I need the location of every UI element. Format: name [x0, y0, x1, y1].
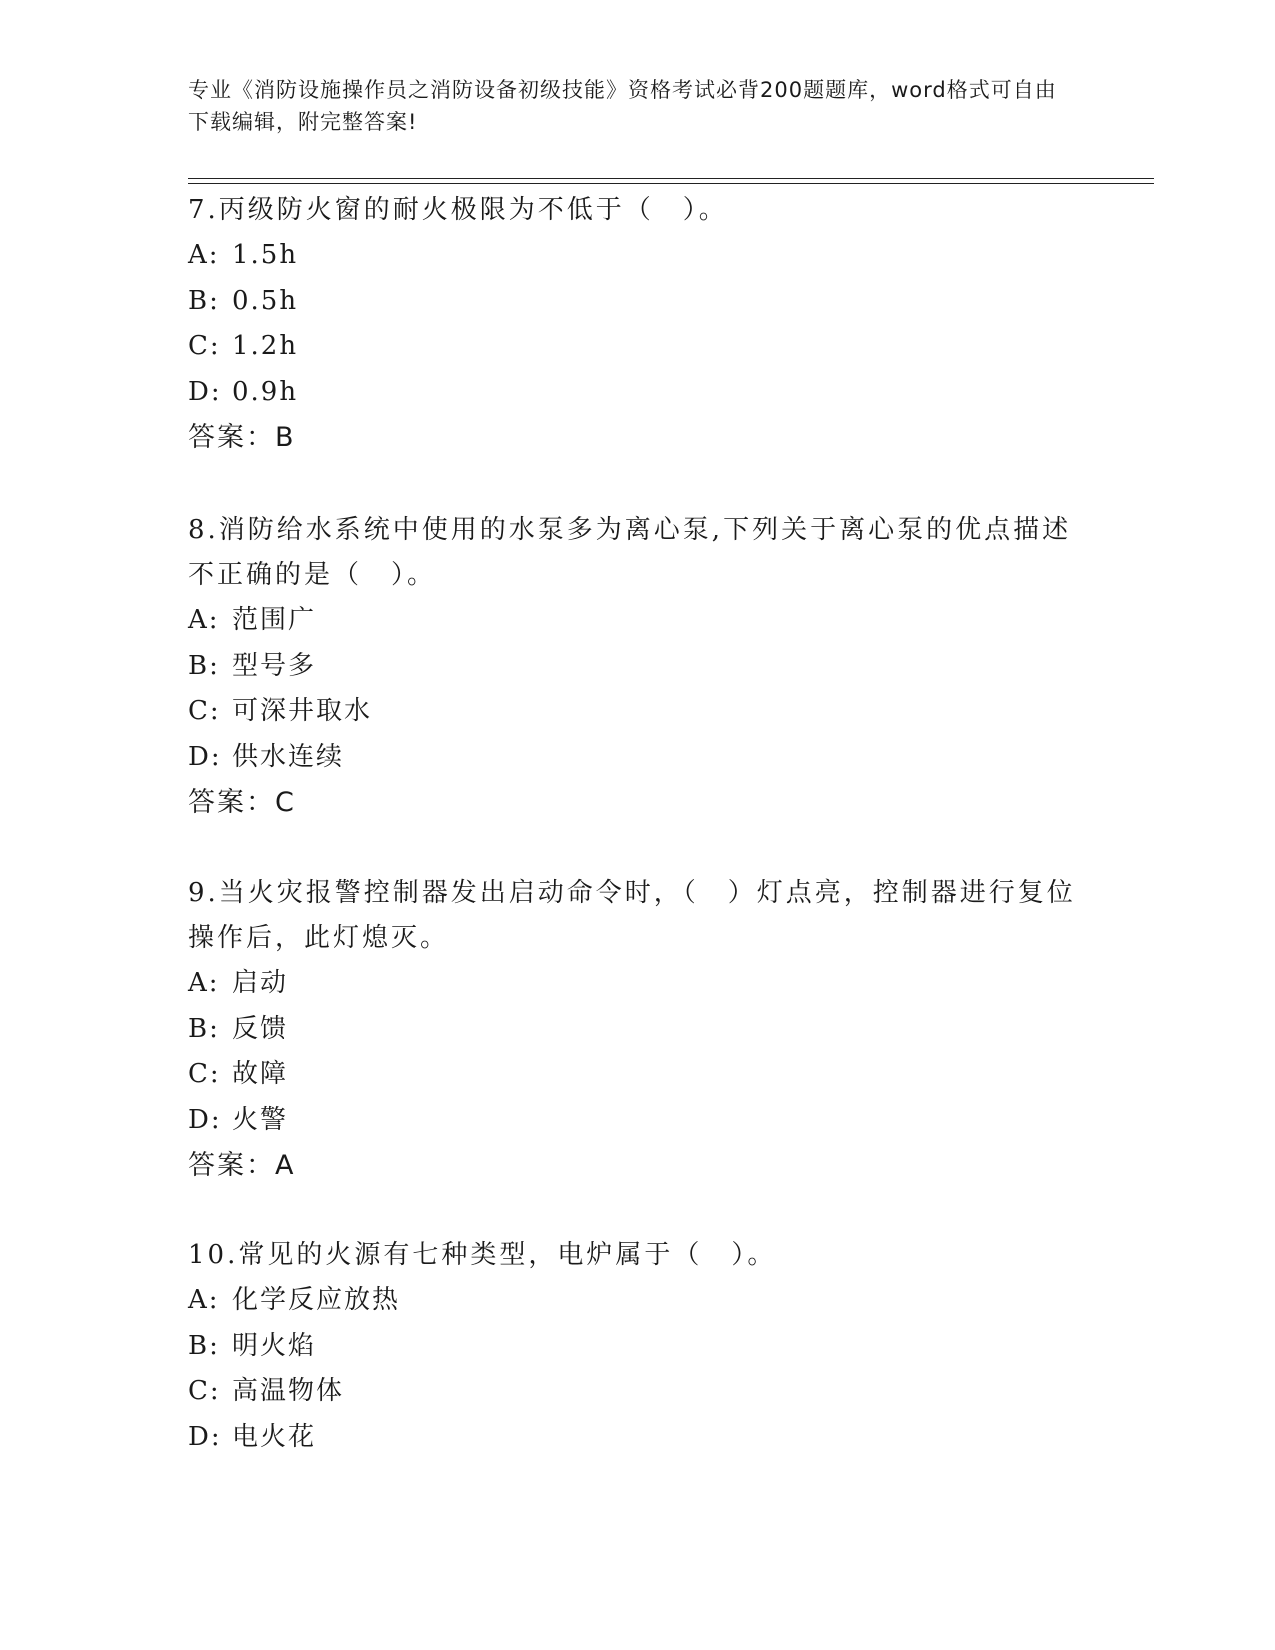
option-letter: C:	[188, 696, 221, 726]
option-letter: D:	[188, 1104, 222, 1135]
question-block	[188, 871, 1088, 1189]
option-text: 明火焰	[232, 1330, 317, 1361]
option-text: 高温物体	[232, 1376, 345, 1406]
option-b	[188, 279, 1088, 325]
option-text: 1.2h	[232, 331, 299, 361]
header-divider-bottom	[188, 183, 1154, 184]
answer-line: 答案：A	[188, 1150, 296, 1181]
option-text: 型号多	[232, 650, 317, 681]
option-text: 化学反应放热	[232, 1285, 401, 1315]
option-text: 反馈	[232, 1013, 289, 1044]
option-letter: A:	[188, 605, 220, 635]
option-a	[188, 233, 1088, 279]
option-letter: B:	[188, 1330, 220, 1361]
option-letter: D:	[188, 741, 222, 772]
option-text: 电火花	[232, 1421, 317, 1452]
option-letter: C:	[188, 1059, 221, 1089]
option-letter: A:	[188, 968, 220, 998]
option-b	[188, 1007, 1088, 1053]
option-letter: C:	[188, 331, 221, 361]
option-letter: A:	[188, 1285, 220, 1315]
option-letter: D:	[188, 1421, 222, 1452]
option-letter: B:	[188, 1013, 220, 1044]
option-text: 1.5h	[232, 240, 299, 270]
option-text: 0.5h	[232, 285, 299, 316]
option-text: 供水连续	[232, 741, 345, 772]
answer-line: 答案：C	[188, 787, 296, 818]
option-d	[188, 735, 1088, 781]
option-a	[188, 598, 1088, 644]
option-d	[188, 1098, 1088, 1144]
option-text: 范围广	[232, 605, 317, 635]
option-text: 0.9h	[232, 376, 299, 407]
header-divider-top	[188, 178, 1154, 179]
question-text: 10.常见的火源有七种类型，电炉属于（ ）。	[188, 1240, 777, 1270]
option-a	[188, 961, 1088, 1007]
option-text: 故障	[232, 1059, 289, 1089]
option-c	[188, 1369, 1088, 1415]
question-block	[188, 1233, 1088, 1460]
option-letter: A:	[188, 240, 220, 270]
answer-line: 答案：B	[188, 422, 296, 453]
option-c	[188, 1052, 1088, 1098]
option-letter: C:	[188, 1376, 221, 1406]
option-b	[188, 1324, 1088, 1370]
question-text: 9.当火灾报警控制器发出启动命令时，（ ）灯点亮，控制器进行复位操作后，此灯熄灭。	[188, 878, 1076, 953]
option-text: 可深井取水	[232, 696, 373, 726]
option-b	[188, 644, 1088, 690]
question-block	[188, 188, 1088, 461]
option-letter: D:	[188, 376, 222, 407]
option-c	[188, 689, 1088, 735]
option-letter: B:	[188, 650, 220, 681]
option-letter: B:	[188, 285, 220, 316]
option-a	[188, 1278, 1088, 1324]
option-c	[188, 324, 1088, 370]
question-block	[188, 508, 1088, 826]
option-d	[188, 370, 1088, 416]
option-text: 启动	[232, 968, 289, 998]
document-header: 专业《消防设施操作员之消防设备初级技能》资格考试必背200题题库，word格式可自由下载编辑，附完整答案!	[188, 78, 1057, 134]
question-text: 7.丙级防火窗的耐火极限为不低于（ ）。	[188, 195, 728, 225]
option-text: 火警	[232, 1104, 289, 1135]
option-d	[188, 1415, 1088, 1461]
question-text: 8.消防给水系统中使用的水泵多为离心泵,下列关于离心泵的优点描述不正确的是（ ）。	[188, 515, 1072, 590]
